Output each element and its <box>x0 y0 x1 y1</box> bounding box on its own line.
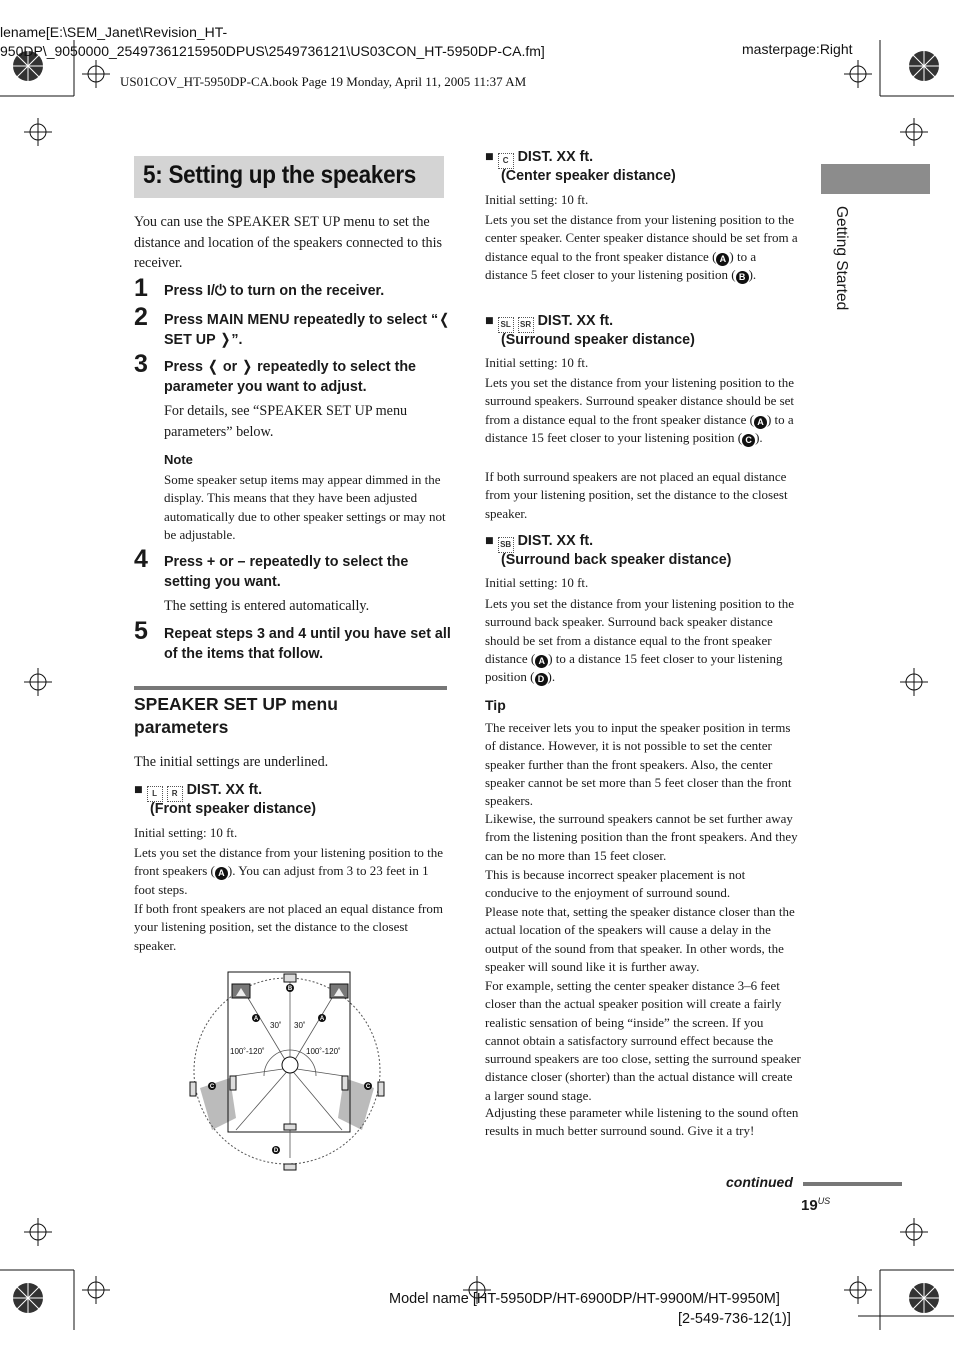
intro-text: You can use the SPEAKER SET UP menu to set the distance and location of the speakers connected to this receiver. <box>134 214 443 271</box>
step-1-text: Press I/⏻ to turn on the receiver. <box>164 283 385 299</box>
front-left-speaker-icon: L <box>147 786 163 802</box>
param-back-heading <box>485 532 801 553</box>
back-speaker <box>284 1124 296 1130</box>
step-1-number: 1 <box>134 274 148 302</box>
param-front-para-1: Lets you set the distance from your listening position to the front speakers ( A ). You can adjust from 3 to 23 feet in 1 foot steps. <box>134 845 444 897</box>
diagram-letter-c-left: C <box>209 1084 215 1090</box>
front-right-speaker-icon: R <box>167 786 183 802</box>
angle-30-right: 30˚ <box>294 1021 306 1030</box>
front-left-speaker <box>232 984 250 998</box>
speaker-placement-diagram <box>186 968 388 1174</box>
param-center-subtitle: (Center speaker distance) <box>501 168 676 184</box>
param-back-subtitle: (Surround back speaker distance) <box>501 552 732 568</box>
page-number: 19 <box>801 1197 818 1214</box>
param-surround-para-1: Lets you set the distance from your listening position to the surround speakers. Surround speaker distance should be set from a distance equal to the front speaker distance ( A ) to a distance 15 feet closer to your listening position ( C ). <box>485 375 795 445</box>
param-front-title: DIST. XX ft. <box>186 782 263 798</box>
param-surround-subtitle: (Surround speaker distance) <box>501 332 695 348</box>
letter-c-badge: C <box>742 434 755 447</box>
left-surround-speaker <box>230 1076 236 1090</box>
letter-a-badge: A <box>535 655 548 668</box>
angle-100-right: 100˚-120˚ <box>306 1047 341 1056</box>
param-back-title: DIST. XX ft. <box>517 533 594 549</box>
section-heading: SPEAKER SET UP menu parameters <box>134 694 338 737</box>
side-tab-bar <box>821 164 930 194</box>
side-tab <box>828 206 852 336</box>
page-suffix: US <box>817 1196 831 1206</box>
letter-b-badge: B <box>736 271 749 284</box>
diagram-letter-b: B <box>287 986 293 992</box>
tip-para-1: The receiver lets you to input the speaker position in terms of distance. However, it is not possible to set the center speaker further than the front speakers. Also, the center speaker cannot be set more than 5 feet closer than the front speakers. <box>485 720 792 809</box>
step-4-text: Press + or – repeatedly to select the setting you want. <box>164 554 409 590</box>
step-4-number: 4 <box>134 545 148 573</box>
step-3-detail: For details, see “SPEAKER SET UP menu parameters” below. <box>164 403 408 440</box>
right-surround-alt-speaker <box>378 1082 384 1096</box>
param-front-initial: Initial setting: 10 ft. <box>134 825 238 840</box>
diagram-letter-a-right: A <box>319 1016 325 1022</box>
tip-para-6: Adjusting these parameter while listening to the sound often results in much better surround sound. Give it a try! <box>485 1105 799 1139</box>
param-center-para-1: Lets you set the distance from your listening position to the center speaker. Center speaker distance should be set from a distance equal to the front speaker distance ( A ) to a distance 5 feet closer to your listening position ( B ). <box>485 212 798 282</box>
param-surround-para-2: If both surround speakers are not placed an equal distance from your listening position, set the distance to the closest speaker. <box>485 469 788 521</box>
tip-para-5: For example, setting the center speaker distance 3–6 feet closer than the actual speaker position will create a fairly realistic sensation of being “inside” the screen. If you cannot obtain a satisfactory surround effect because the surround speakers are too close, setting the surround speaker distance closer (shorter) than the actual distance will create a larger sound stage. <box>485 978 801 1103</box>
step-2-text: Press MAIN MENU repeatedly to select “❬ SET UP ❭”. <box>164 312 451 348</box>
masterpage-label: masterpage:Right <box>742 41 853 57</box>
square-bullet-icon: ■ <box>485 313 494 329</box>
surround-left-speaker-icon: SL <box>498 317 514 333</box>
letter-a-badge: A <box>754 416 767 429</box>
right-surround-speaker <box>342 1076 348 1090</box>
param-center-title: DIST. XX ft. <box>517 149 594 165</box>
angle-100-left: 100˚-120˚ <box>230 1047 265 1056</box>
param-surround-initial: Initial setting: 10 ft. <box>485 355 589 370</box>
diagram-letter-d: D <box>273 1148 279 1154</box>
note-text: Some speaker setup items may appear dimmed in the display. This means that they have been adjusted automatically due to other speaker settings or may not be adjustable. <box>164 472 446 542</box>
surround-right-speaker-icon: SR <box>518 317 534 333</box>
step-3-text: Press ❬ or ❭ repeatedly to select the parameter you want to adjust. <box>164 359 417 395</box>
back-speaker-far <box>284 1164 296 1170</box>
param-back-initial: Initial setting: 10 ft. <box>485 575 589 590</box>
param-center-initial: Initial setting: 10 ft. <box>485 192 589 207</box>
section-rule <box>134 686 447 690</box>
letter-a-badge: A <box>716 253 729 266</box>
model-name: Model name [HT-5950DP/HT-6900DP/HT-9900M/HT-9950M] <box>389 1291 780 1307</box>
param-surround-heading <box>485 312 801 333</box>
left-surround-alt-speaker <box>190 1082 196 1096</box>
page-title: 5: Setting up the speakers <box>143 161 417 189</box>
center-speaker-icon: C <box>498 153 514 169</box>
surround-back-speaker-icon: SB <box>498 537 514 553</box>
diagram-letter-a-left: A <box>253 1016 259 1022</box>
letter-d-badge: D <box>535 673 548 686</box>
page-number-block <box>801 1196 830 1214</box>
side-tab-label: Getting Started <box>833 206 850 311</box>
section-subtext: The initial settings are underlined. <box>134 754 329 770</box>
listener-icon <box>282 1057 298 1073</box>
part-number: [2-549-736-12(1)] <box>678 1311 791 1327</box>
param-front-subtitle: (Front speaker distance) <box>150 801 317 817</box>
tip-para-4: Please note that, setting the speaker distance closer than the actual location of the speakers will cause a delay in the output of the sound from that speaker. In other words, the speaker will sound like it is further away. <box>485 904 795 974</box>
step-5-text: Repeat steps 3 and 4 until you have set all of the items that follow. <box>164 626 451 662</box>
square-bullet-icon: ■ <box>134 782 143 798</box>
step-3-number: 3 <box>134 350 148 378</box>
tip-para-2: Likewise, the surround speakers cannot be set further away from the listening position than the front speakers. And they can be no more than 15 feet closer. <box>485 811 798 863</box>
step-5-number: 5 <box>134 617 148 645</box>
param-back-para-1: Lets you set the distance from your listening position to the surround back speaker. Surround back speaker distance should be set from a distance equal to the front speaker distance ( A ) to a distance 15 feet closer to your listening position ( D ). <box>485 596 795 685</box>
filename-line-2: 950DP\_9050000_25497361215950DPUS\2549736121\US03CON_HT-5950DP-CA.fm] <box>0 43 545 59</box>
book-info-line: US01COV_HT-5950DP-CA.book Page 19 Monday, April 11, 2005 11:37 AM <box>120 74 527 89</box>
param-front-heading <box>134 781 450 802</box>
letter-a-badge: A <box>215 867 228 880</box>
center-speaker <box>284 974 296 982</box>
diagram-letter-c-right: C <box>365 1084 371 1090</box>
tip-heading: Tip <box>485 697 506 713</box>
filename-line-1: lename[E:\SEM_Janet\Revision_HT- <box>0 24 228 40</box>
step-2-number: 2 <box>134 303 148 331</box>
angle-30-left: 30˚ <box>270 1021 282 1030</box>
tip-para-3: This is because incorrect speaker placement is not conducive to the enjoyment of surround sound. <box>485 867 746 901</box>
square-bullet-icon: ■ <box>485 149 494 165</box>
param-front-para-2: If both front speakers are not placed an equal distance from your listening position, set the distance to the closest speaker. <box>134 901 443 953</box>
param-surround-title: DIST. XX ft. <box>537 313 614 329</box>
continued-label: continued <box>726 1174 793 1190</box>
continued-rule <box>803 1182 902 1186</box>
note-heading: Note <box>164 452 193 467</box>
square-bullet-icon: ■ <box>485 533 494 549</box>
front-right-speaker <box>330 984 348 998</box>
title-box <box>134 156 444 198</box>
step-4-detail: The setting is entered automatically. <box>164 598 370 614</box>
param-center-heading <box>485 148 801 169</box>
